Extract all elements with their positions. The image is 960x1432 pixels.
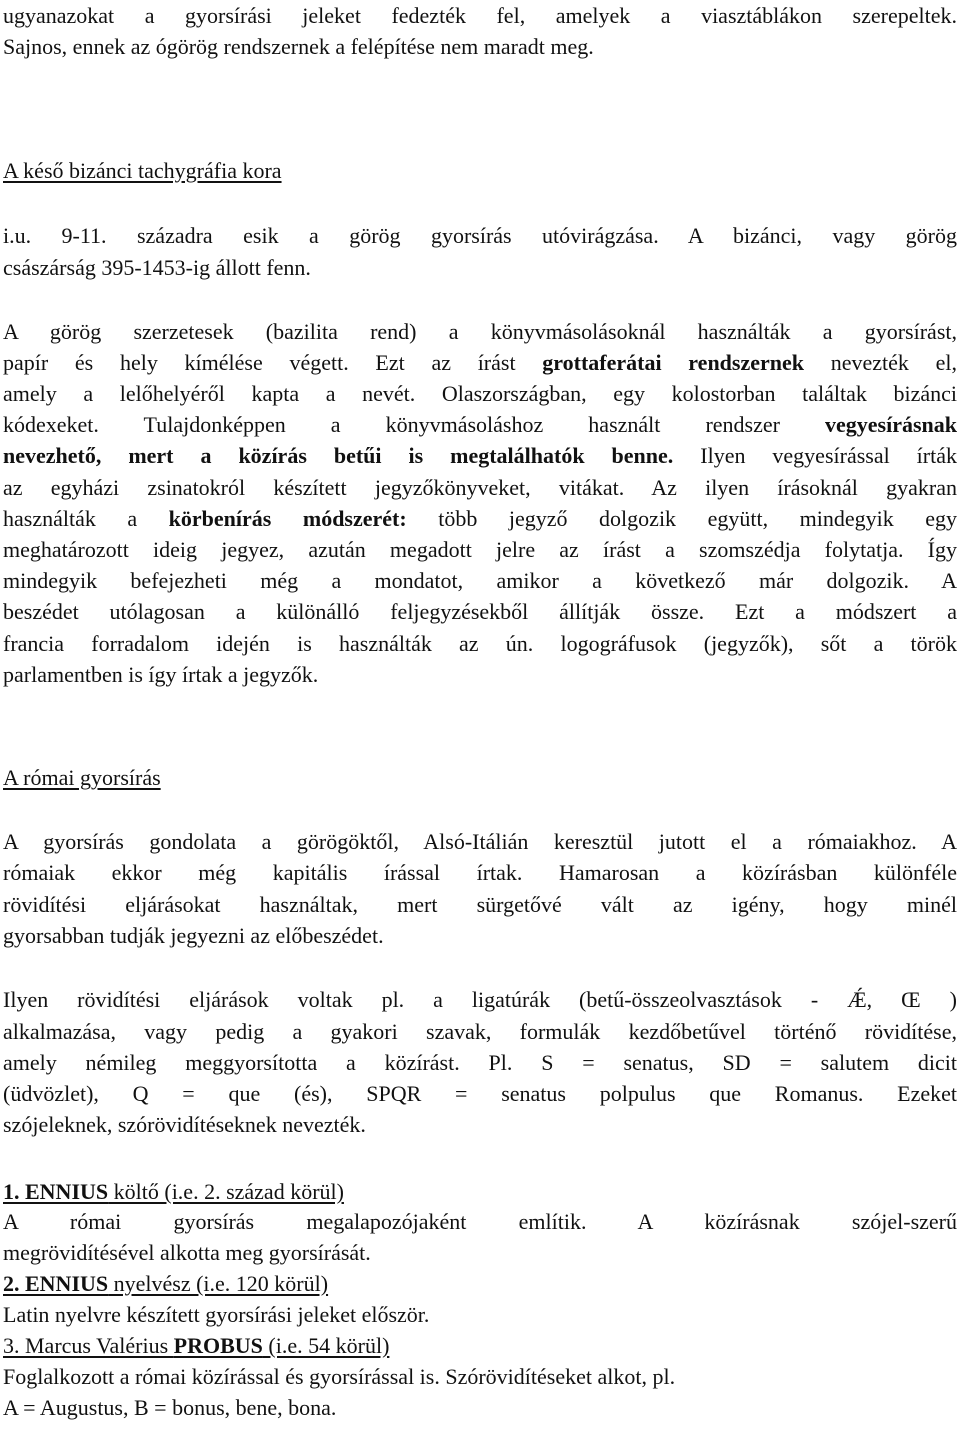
text-run: (i.e. 54 körül) — [262, 1333, 390, 1358]
bold-name: ENNIUS — [25, 1179, 109, 1204]
text-run: kódexeket. Tulajdonképpen a könyvmásoláshoz használt rendszer — [3, 412, 825, 437]
paragraph-line: Sajnos, ennek az ógörög rendszernek a felépítése nem maradt meg. — [3, 34, 594, 59]
list-item-heading — [3, 1176, 344, 1207]
list-item-line: megrövidítésével alkotta meg gyorsírását. — [3, 1240, 371, 1265]
paragraph-line: rövidítési eljárásokat használtak, mert sürgetővé vált az igény, hogy minél — [3, 892, 957, 917]
paragraph-line: ugyanazokat a gyorsírási jeleket fedezték fel, amelyek a viasztáblákon szerepeltek. — [3, 3, 957, 28]
list-item-line: A római gyorsírás megalapozójaként említik. A közírásnak szójel-szerű — [3, 1209, 957, 1234]
paragraph-line — [3, 503, 957, 534]
bold-term: körbenírás módszerét: — [168, 506, 407, 531]
paragraph-line: beszédet utólagosan a különálló feljegyzésekből állítják össze. Ezt a módszert a — [3, 599, 957, 624]
paragraph-line: francia forradalom idején is használták az ún. logográfusok (jegyzők), sőt a török — [3, 631, 957, 656]
list-item-heading — [3, 1268, 328, 1299]
list-item-line: A = Augustus, B = bonus, bene, bona. — [3, 1395, 337, 1420]
paragraph-line: (üdvözlet), Q = que (és), SPQR = senatus polpulus que Romanus. Ezeket — [3, 1081, 957, 1106]
bold-term: vegyesírásnak — [825, 412, 957, 437]
paragraph-line — [3, 440, 957, 471]
paragraph-line: i.u. 9-11. századra esik a görög gyorsírás utóvirágzása. A bizánci, vagy görög — [3, 223, 957, 248]
list-item-heading — [3, 1330, 389, 1361]
paragraph-line: Ilyen rövidítési eljárások voltak pl. a ligatúrák (betű-összeolvasztások - Ǽ, Œ ) — [3, 987, 957, 1012]
section-heading: A római gyorsírás — [3, 765, 161, 790]
text-run: papír és hely kímélése végett. Ezt az írást — [3, 350, 543, 375]
text-run: költő (i.e. 2. század körül) — [108, 1179, 344, 1204]
paragraph-line: amely a lelőhelyéről kapta a nevét. Olaszországban, egy kolostorban találtak bizánci — [3, 381, 957, 406]
paragraph-line: szójeleknek, szórövidítéseknek nevezték. — [3, 1112, 366, 1137]
item-number: 2. — [3, 1271, 25, 1296]
bold-term: grottaferátai rendszernek — [542, 350, 805, 375]
item-number: 1. — [3, 1179, 25, 1204]
paragraph-line: amely némileg meggyorsította a közírást. Pl. S = senatus, SD = salutem dicit — [3, 1050, 957, 1075]
text-run: Ilyen vegyesírással írták — [673, 443, 957, 468]
bold-name: PROBUS — [173, 1333, 263, 1358]
bold-term: nevezhető, mert a közírás betűi is megtalálhatók benne. — [3, 443, 674, 468]
paragraph-line: parlamentben is így írtak a jegyzők. — [3, 662, 319, 687]
paragraph-line: az egyházi zsinatokról készített jegyzőkönyveket, vitákat. Az ilyen írásoknál gyakran — [3, 475, 957, 500]
text-run: nyelvész (i.e. 120 körül) — [108, 1271, 329, 1296]
paragraph-line: rómaiak ekkor még kapitális írással írtak. Hamarosan a közírásban különféle — [3, 860, 957, 885]
paragraph-line: alkalmazása, vagy pedig a gyakori szavak, formulák kezdőbetűvel történő rövidítése, — [3, 1019, 957, 1044]
paragraph-line: A görög szerzetesek (bazilita rend) a könyvmásolásoknál használták a gyorsírást, — [3, 319, 957, 344]
paragraph-line — [3, 409, 957, 440]
bold-name: ENNIUS — [25, 1271, 109, 1296]
list-item-line: Latin nyelvre készített gyorsírási jeleket először. — [3, 1302, 430, 1327]
paragraph-line: császárság 395-1453-ig állott fenn. — [3, 255, 311, 280]
paragraph-line: meghatározott ideig jegyez, azután megadott jelre az írást a szomszédja folytatja. Így — [3, 537, 957, 562]
paragraph-line: mindegyik befejezheti még a mondatot, amikor a következő már dolgozik. A — [3, 568, 957, 593]
paragraph-line: gyorsabban tudják jegyezni az előbeszédet. — [3, 923, 384, 948]
text-run: nevezték el, — [804, 350, 957, 375]
text-run: 3. Marcus Valérius — [3, 1333, 174, 1358]
text-run: használták a — [3, 506, 169, 531]
paragraph-line: A gyorsírás gondolata a görögöktől, Alsó-Itálián keresztül jutott el a rómaiakhoz. A — [3, 829, 957, 854]
list-item-line: Foglalkozott a római közírással és gyorsírással is. Szórövidítéseket alkot, pl. — [3, 1364, 676, 1389]
section-heading: A késő bizánci tachygráfia kora — [3, 158, 282, 183]
paragraph-line — [3, 347, 957, 378]
text-run: több jegyző dolgozik együtt, mindegyik egy — [406, 506, 957, 531]
